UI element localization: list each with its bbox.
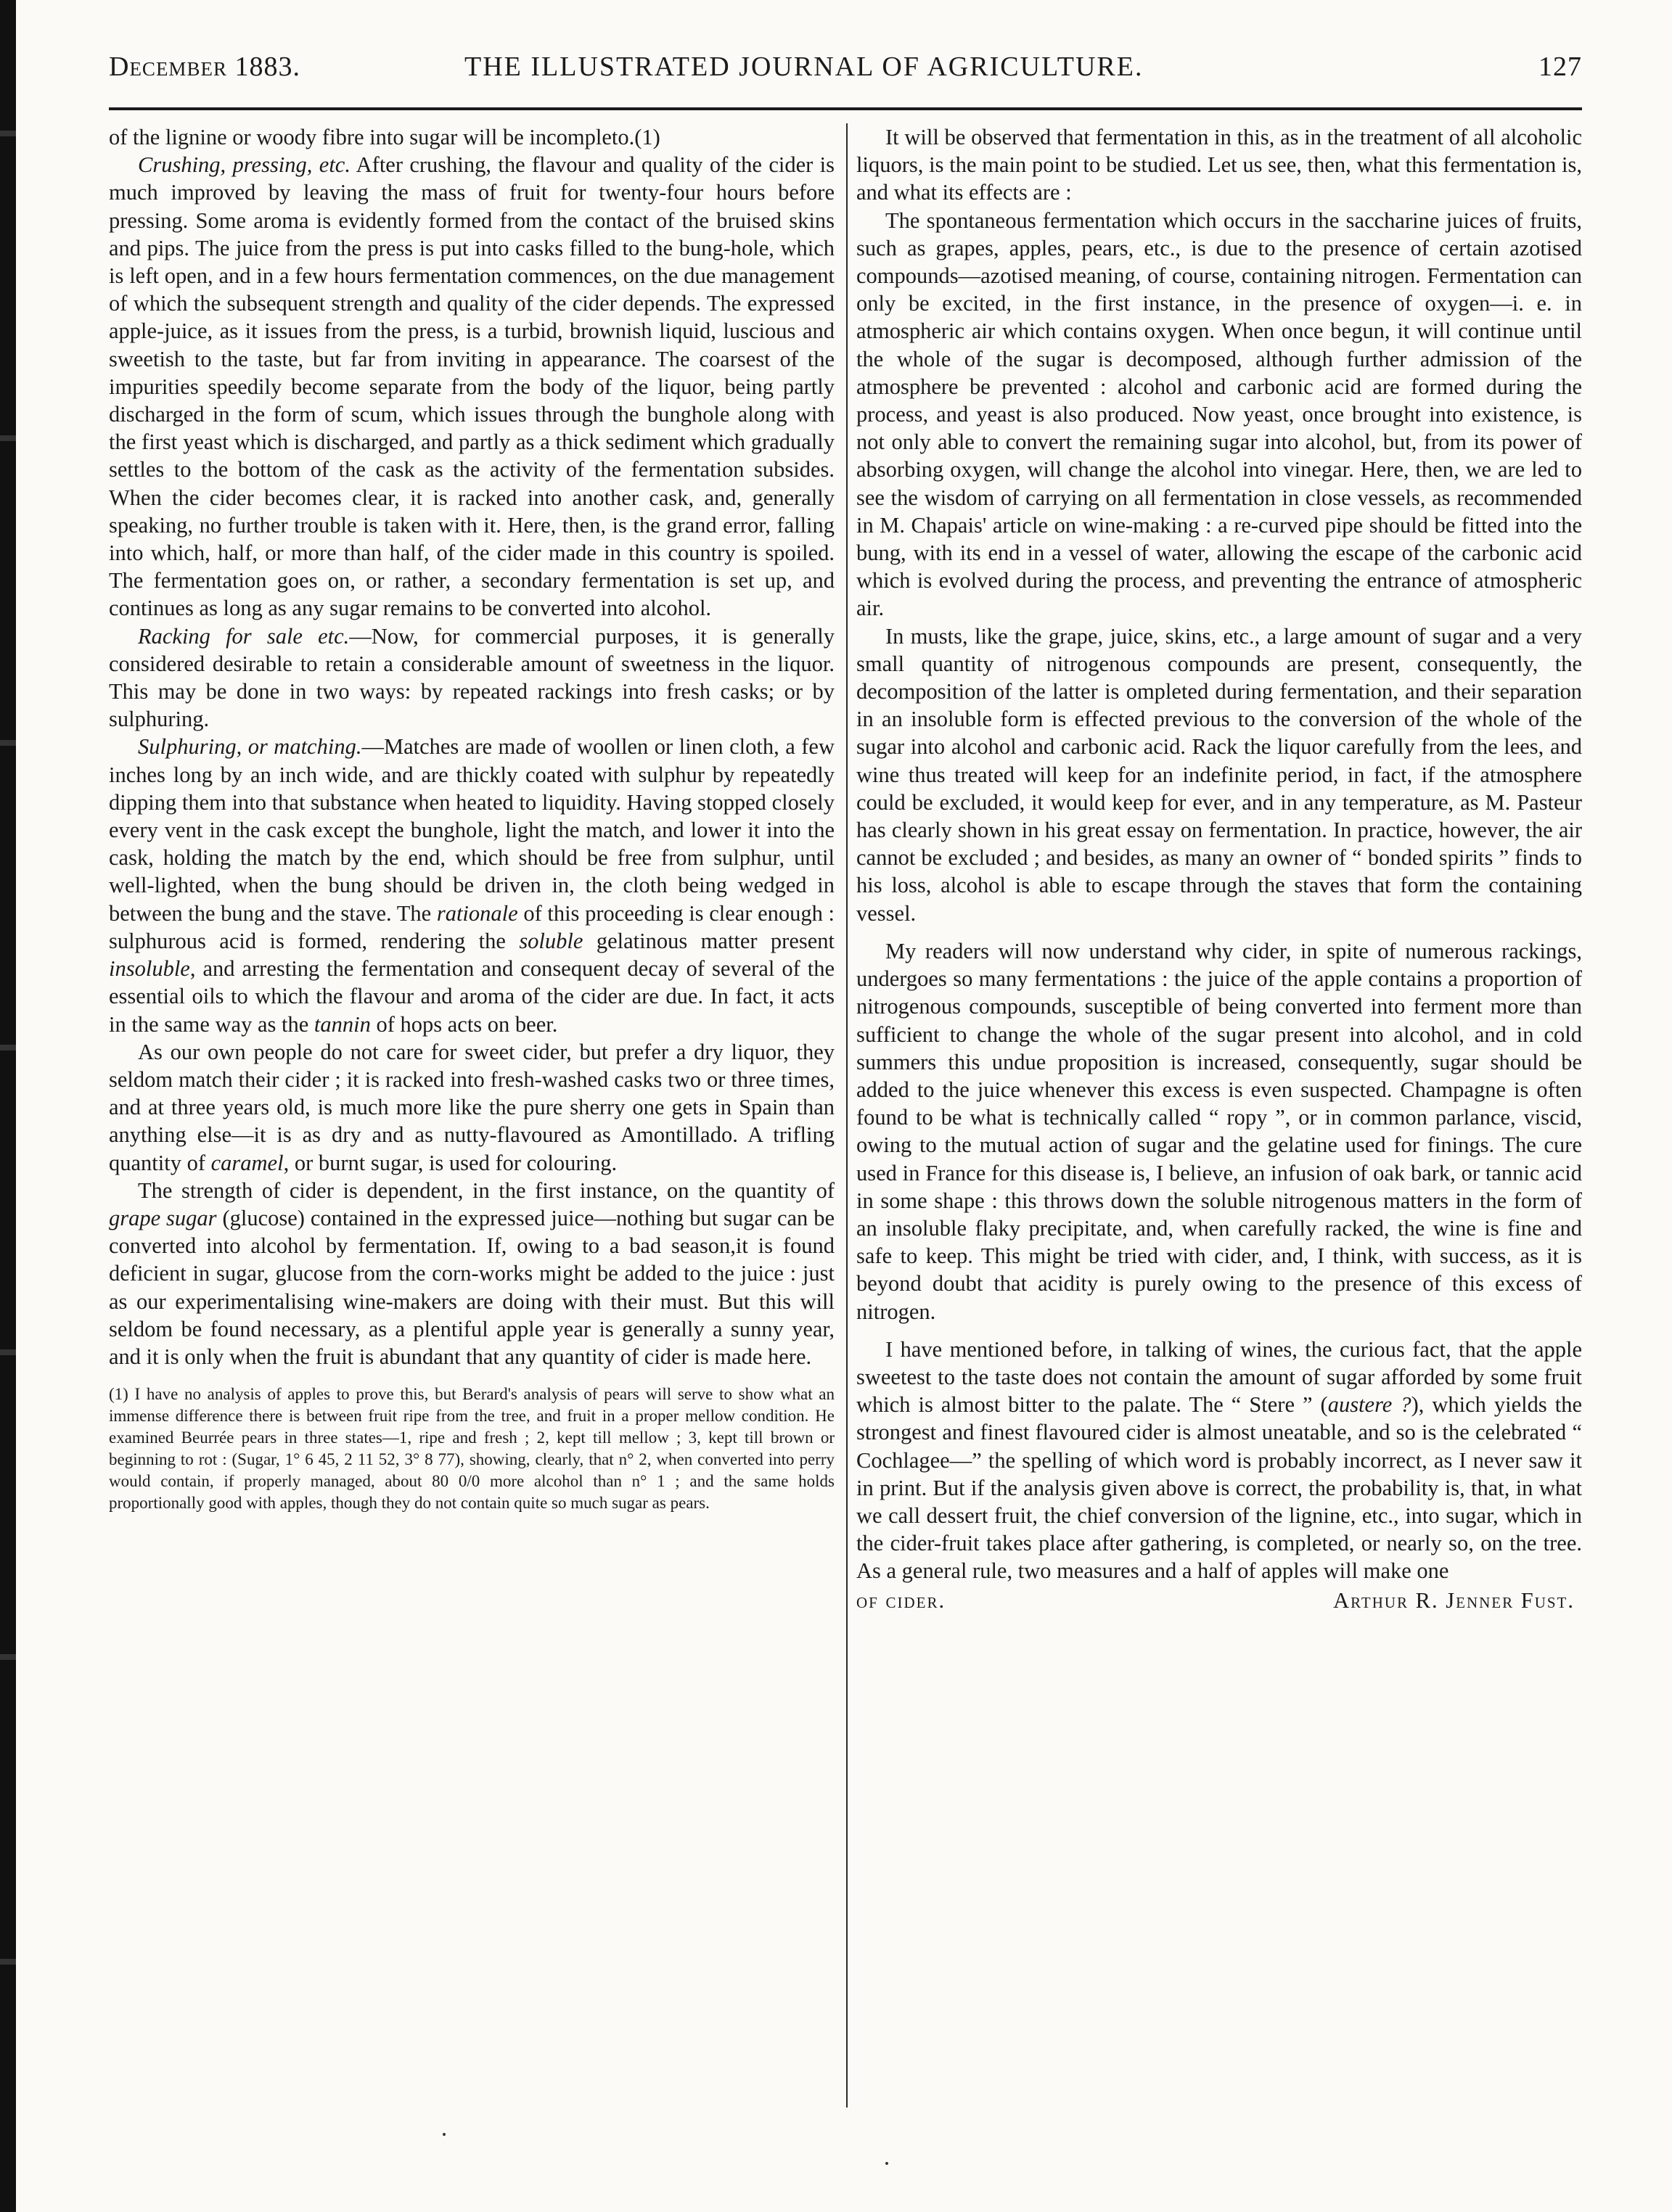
paragraph: of the lignine or woody fibre into sugar will be incompleto.(1) — [109, 125, 660, 149]
paragraph: It will be observed that fermentation in this, as in the treatment of all alcoholic liquors, is the main point to be studied. Let us see, then, what this fermentation is, and what its effects are : — [856, 125, 1582, 205]
paragraph-sulphuring: Sulphuring, or matching.—Matches are made of woollen or linen cloth, a few inches long by an inch wide, and are thickly coated with sulphur by repeatedly dipping them into that substance when heated to liquidity. Having stopped closely every vent in the cask except the bunghole, light the match, and lower it into the cask, holding the match by the end, which should be free from sulphur, until well-lighted, when the bung should be driven in, the cloth being wedged in between the bung and the stave. The rationale of this proceeding is clear enough : sulphurous acid is formed, rendering the soluble gelatinous matter present insoluble, and arresting the fermentation and consequent decay of several of the essential oils to which the flavour and aroma of the cider are due. In fact, it acts in the same way as the tannin of hops acts on beer. — [109, 734, 835, 1037]
left-column — [109, 123, 835, 1514]
section-heading: Crushing, pressing, etc. — [138, 152, 351, 178]
paragraph-crushing: Crushing, pressing, etc. After crushing, the flavour and quality of the cider is much improved by leaving the mass of fruit for twenty-four hours before pressing. Some aroma is evidently formed from the contact of the bruised skins and pips. The juice from the press is put into casks filled to the bung-hole, which is left open, and in a few hours fermentation commences, on the due management of which the subsequent strength and quality of the cider depends. The expressed apple-juice, as it issues from the press, is a turbid, brownish liquid, luscious and sweetish to the taste, but far from inviting in appearance. The coarsest of the impurities speedily become separate from the body of the liquor, being partly discharged in the form of scum, which issues through the bunghole along with the first yeast which is discharged, and partly as a thick sediment which gradually settles to the bottom of the cask as the activity of the fermentation subsides. When the cider becomes clear, it is racked into another cask, and, generally speaking, no further trouble is taken with it. Here, then, is the grand error, falling into which, half, or more than half, of the cider made in this country is spoiled. The fermentation goes on, or rather, a secondary fermentation is set up, and continues as long as any sugar remains to be converted into alcohol. — [109, 152, 835, 621]
author-signature-line — [856, 1587, 1582, 1614]
header-rule — [109, 107, 1582, 110]
paragraph: In musts, like the grape, juice, skins, etc., a large amount of sugar and a very small quantity of nitrogenous compounds are present, consequently, the decomposition of the latter is ompleted during fermentation, and their separation in an insoluble form is effected previous to the conversion of the whole of the sugar into alcohol and carbonic acid. Rack the liquor carefully from the lees, and wine thus treated will keep for an indefinite period, in fact, if the atmosphere could be excluded, it would keep for ever, and in any temperature, as M. Pasteur has clearly shown in his great essay on fermentation. In practice, however, the air cannot be excluded ; and besides, as many an owner of “ bonded spirits ” finds to his loss, alcohol is able to escape through the staves that form the containing vessel. — [856, 623, 1582, 926]
section-heading: Sulphuring, or matching. — [138, 734, 362, 760]
paragraph: I have mentioned before, in talking of wines, the curious fact, that the apple sweetest to the taste does not contain the amount of sugar afforded by some fruit which is almost bitter to the palate. The “ Stere ” (austere ?), which yields the strongest and finest flavoured cider is almost uneatable, and so is the celebrated “ Cochlagee—” the spelling of which word is probably incorrect, as I never saw it in print. But if the analysis given above is correct, the probability is, that, in what we call dessert fruit, the chief conversion of the lignine, etc., into sugar, which in the cider-fruit takes place after gathering, is completed, or nearly so, on the tree. As a general rule, two measures and a half of apples will make one — [856, 1336, 1583, 1584]
paragraph: The spontaneous fermentation which occurs in the saccharine juices of fruits, such as grapes, apples, pears, etc., is due to the presence of certain azotised compounds—azotised meaning, of course, containing nitrogen. Fermentation can only be excited, in the first instance, in the presence of oxygen—i. e. in atmospheric air which contains oxygen. When once begun, it will continue until the whole of the sugar is decomposed, although further admission of the atmosphere be prevented : alcohol and carbonic acid are formed during the process, and yeast is also produced. Now yeast, once brought into existence, is not only able to convert the remaining sugar into alcohol, but, from its power of absorbing oxygen, will change the alcohol into vinegar. Here, then, we are led to see the wisdom of carrying on all fermentation in close vessels, as recommended in M. Chapais' article on wine-making : a re-curved pipe should be fitted into the bung, with its end in a vessel of water, allowing the escape of the carbonic acid which is evolved during the process, and preventing the entrance of atmospheric air. — [856, 207, 1582, 621]
page-number: 127 — [1538, 52, 1582, 82]
binding-edge — [0, 0, 16, 2212]
journal-page — [109, 44, 1582, 2191]
paragraph-strength: The strength of cider is dependent, in the first instance, on the quantity of grape sugar (glucose) contained in the expressed juice—nothing but sugar can be converted into alcohol by fermentation. If, owing to a bad season,it is found deficient in sugar, glucose from the corn-works might be added to the juice : just as our experimentalising wine-makers are doing with their must. But this will seldom be found necessary, as a plentiful apple year is generally a sunny year, and it is only when the fruit is abundant that any quantity of cider is made here. — [109, 1177, 835, 1369]
column-divider — [846, 123, 848, 2108]
journal-title: THE ILLUSTRATED JOURNAL OF AGRICULTURE. — [464, 52, 1144, 82]
issue-date: December 1883. — [109, 52, 300, 82]
print-speck — [443, 2133, 446, 2136]
section-heading: Racking for sale etc. — [138, 623, 350, 649]
footnote: (1) I have no analysis of apples to prove this, but Berard's analysis of pears will serve to show what an immense difference there is between fruit ripe from the tree, and fruit in a proper mellow condition. He examined Beurrée pears in three states—1, ripe and fresh ; 2, kept till mellow ; 3, kept till brown or beginning to rot : (Sugar, 1° 6 45, 2 11 52, 3° 8 77), showing, clearly, that n° 2, when converted into perry would contain, if properly managed, about 80 0/0 more alcohol than n° 1 ; and the same holds proportionally good with apples, though they do not contain quite so much sugar as pears. — [109, 1385, 835, 1513]
running-header — [109, 44, 1582, 87]
paragraph-racking: Racking for sale etc.—Now, for commercial purposes, it is generally considered desirable to retain a considerable amount of sweetness in the liquor. This may be done in two ways: by repeated rackings into fresh casks; or by sulphuring. — [109, 623, 835, 732]
right-column — [856, 123, 1582, 1614]
author-name: Arthur R. Jenner Fust. — [1333, 1587, 1575, 1613]
print-speck — [885, 2162, 888, 2165]
paragraph: My readers will now understand why cider, in spite of numerous rackings, undergoes so many fermentations : the juice of the apple contains a proportion of nitrogenous compounds, susceptible of being converted into ferment more than sufficient to change the whole of the sugar present into alcohol, and in cold summers this undue proposition is increased, consequently, sugar should be added to the juice whenever this excess is even suspected. Champagne is often found to be what is technically called “ ropy ”, or in common parlance, viscid, owing to the mutual action of sugar and the gelatine used for finings. The cure used in France for this disease is, I believe, an infusion of oak bark, or tannic acid in some shape : this throws down the soluble nitrogenous matters in the form of an insoluble flaky precipitate, and, when carefully racked, the wine is fine and safe to keep. This might be tried with cider, and, I think, with success, as it is beyond doubt that acidity is purely owing to the presence of this excess of nitrogen. — [856, 938, 1582, 1324]
closing-text: of cider. — [856, 1587, 946, 1613]
paragraph-dry-cider: As our own people do not care for sweet cider, but prefer a dry liquor, they seldom match their cider ; it is racked into fresh-washed casks two or three times, and at three years old, is much more like the pure sherry one gets in Spain than anything else—it is as dry and as nutty-flavoured as Amontillado. A trifling quantity of caramel, or burnt sugar, is used for colouring. — [109, 1039, 835, 1175]
